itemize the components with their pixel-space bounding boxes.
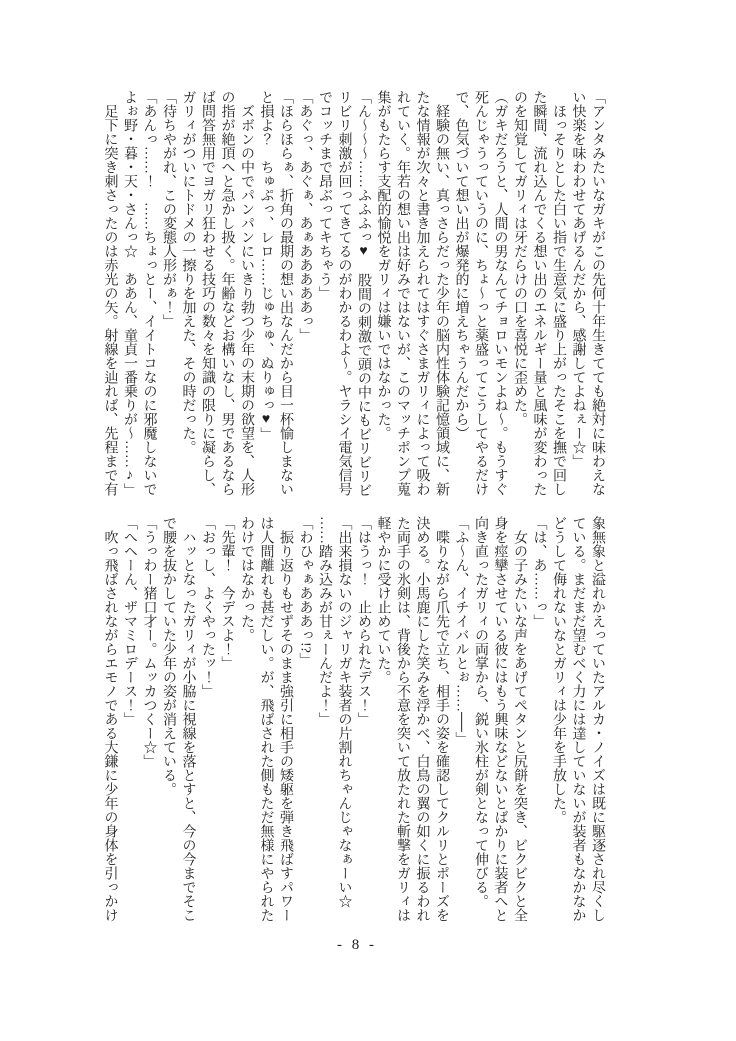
text-column: 「ほらほらぁ、折角の最期の想い出なんだから目一杯愉しまない <box>278 90 293 496</box>
text-column: 吹っ飛ばされながらエモノである大鎌に少年の身体を引っかけ <box>102 530 118 922</box>
text-column: 死んじゃうっていうのに、ちょ～っと薬盛ってこうしてやるだけ <box>473 90 488 496</box>
text-column: 「へヘーん、ザマミロデース！」 <box>122 516 137 726</box>
text-column: で、色気づいて想い出が爆発的に増えちゃうんだから） <box>453 90 469 440</box>
text-column: 向き直ったガリィの両掌から、鋭い氷柱が剣となって伸びる。 <box>473 516 488 908</box>
text-column: 振り返りもせずそのまま強引に相手の矮躯を弾き飛ばすパワー <box>278 530 293 922</box>
text-column: わけではなかった。 <box>239 516 254 642</box>
text-column: 経験の無い、真っさらだった少年の脳内性体験記憶領域に、新 <box>434 104 449 496</box>
text-block-bottom <box>100 516 607 922</box>
text-column: ……踏み込みが甘ぇーんだよ！」 <box>317 516 332 726</box>
text-column: 「先輩！ 今デスよ！」 <box>219 516 235 670</box>
text-column: ほっそりとした白い指で生意気に盛り上がったそこを撫で回し <box>551 104 566 496</box>
text-column: い快楽を味わわせてあげるんだから、感謝してよねぇー☆」 <box>570 90 586 468</box>
text-column: 「うっわー猪口才ー。ムッカつくー☆」 <box>141 516 157 768</box>
text-column: でコッチまで昂ぶってキちゃう」 <box>317 90 332 300</box>
text-block-top <box>100 90 607 496</box>
text-column: ている。まだまだ望むべく力には達していないが装者もなかなか <box>570 516 586 922</box>
text-column: 決める。小馬鹿にした笑みを浮かべ、白鳥の翼の如くに振るわれ <box>414 516 430 922</box>
text-column: ガリィがついにトドメの一擦りを加えた、その時だった。 <box>180 90 196 454</box>
text-column: 「あんっ……！ ……ちょっとー、イイトコなのに邪魔しないで <box>141 90 157 496</box>
text-column: と損よ？ ちゅぷっ、レロ……じゅちゅ、ぬりゅっ♥」 <box>258 90 274 441</box>
text-column: た両手の氷剣は、背後から不意を突いて放たれた斬撃をガリィは <box>395 516 410 922</box>
text-column: で腰を抜かしていた少年の姿が消えている。 <box>161 516 176 796</box>
text-column: よぉ野・暮・天・さんっ☆ ああん、童貞一番乗りが～……♪」 <box>122 90 137 497</box>
text-column: 「わひゃぁあああっ!?」 <box>297 516 313 667</box>
text-column: 「はうっ！ 止められたデス！」 <box>356 516 371 726</box>
text-column: 集がもたらす支配的愉悦をガリィは嫌いではなかった。 <box>375 90 391 440</box>
text-column: 象無象と溢れかえっていたアルカ・ノイズは既に駆逐され尽くし <box>590 516 605 922</box>
text-column: 「ん～～～……ふふふっ♥ 股間の刺激で頭の中にもビリビリビ <box>356 90 371 497</box>
text-column: 身を痙攣させている彼にはもう興味などないとばかりに装者へと <box>492 516 508 922</box>
text-column: たな情報が次々と書き加えられてはすぐさまガリィによって吸わ <box>414 90 430 496</box>
text-column: 喋りながら爪先で立ち、相手の姿を確認してクルリとポーズを <box>434 530 449 922</box>
text-column: の指が絶頂へと急かし扱く。年齢などお構いなし、男であるなら <box>219 90 235 496</box>
text-column: のを知覚してガリィは牙だらけの口を喜悦に歪めた。 <box>512 90 527 426</box>
page-number: - 8 - <box>337 937 377 953</box>
text-column: は人間離れも甚だしい。が、飛ばされた側もただ無様にやられた <box>258 516 274 922</box>
text-column: ズボンの中でパンパンにいきり勃つ少年の末期の欲望を、人形 <box>239 104 254 496</box>
text-column: 「アンタみたいなガキがこの先何十年生きてても絶対に味わえな <box>590 90 605 496</box>
text-column: 足下に突き刺さったのは赤光の矢。射線を辿れば、先程まで有 <box>102 104 118 496</box>
text-column: 「は、あ……っ」 <box>531 516 547 628</box>
text-column: れていく。年若の想い出は好みではないが、このマッチポンプ蒐 <box>395 90 410 496</box>
text-column: 「ふ～ん、イチイバルとぉ……──」 <box>453 516 469 746</box>
text-column: 「待ちやがれ、この変態人形がぁ！」 <box>161 90 176 328</box>
text-column: 軽やかに受け止めていた。 <box>375 516 391 684</box>
text-column: どうして侮れないなとガリィは少年を手放した。 <box>551 516 566 824</box>
text-column: ば問答無用でヨガリ狂わせる技巧の数々を知識の限りに凝らし、 <box>200 90 215 496</box>
text-column: リビリ刺激が回ってきてるのがわかるわよ～。ヤラシイ電気信号 <box>336 90 352 496</box>
text-column: ハッとなったガリィが小脇に視線を落とすと、今の今までそこ <box>180 530 196 922</box>
text-column: 女の子みたいな声をあげてペタンと尻餅を突き、ビクビクと全 <box>512 530 527 922</box>
text-column: た瞬間、流れ込んでくる想い出のエネルギー量と風味が変わった <box>531 90 547 496</box>
text-column: 「おっし、よくやったッ！」 <box>200 516 215 698</box>
text-column: 「あぐっ、あぐぁ、あぁあああああっ」 <box>297 90 313 342</box>
text-column: （ガキだろうと、人間の男なんてチョロいモンよね～。もうすぐ <box>492 90 508 496</box>
text-column: 「出来損ないのジャリガキ装者の片割れちゃんじゃなぁーい☆ <box>336 516 352 908</box>
